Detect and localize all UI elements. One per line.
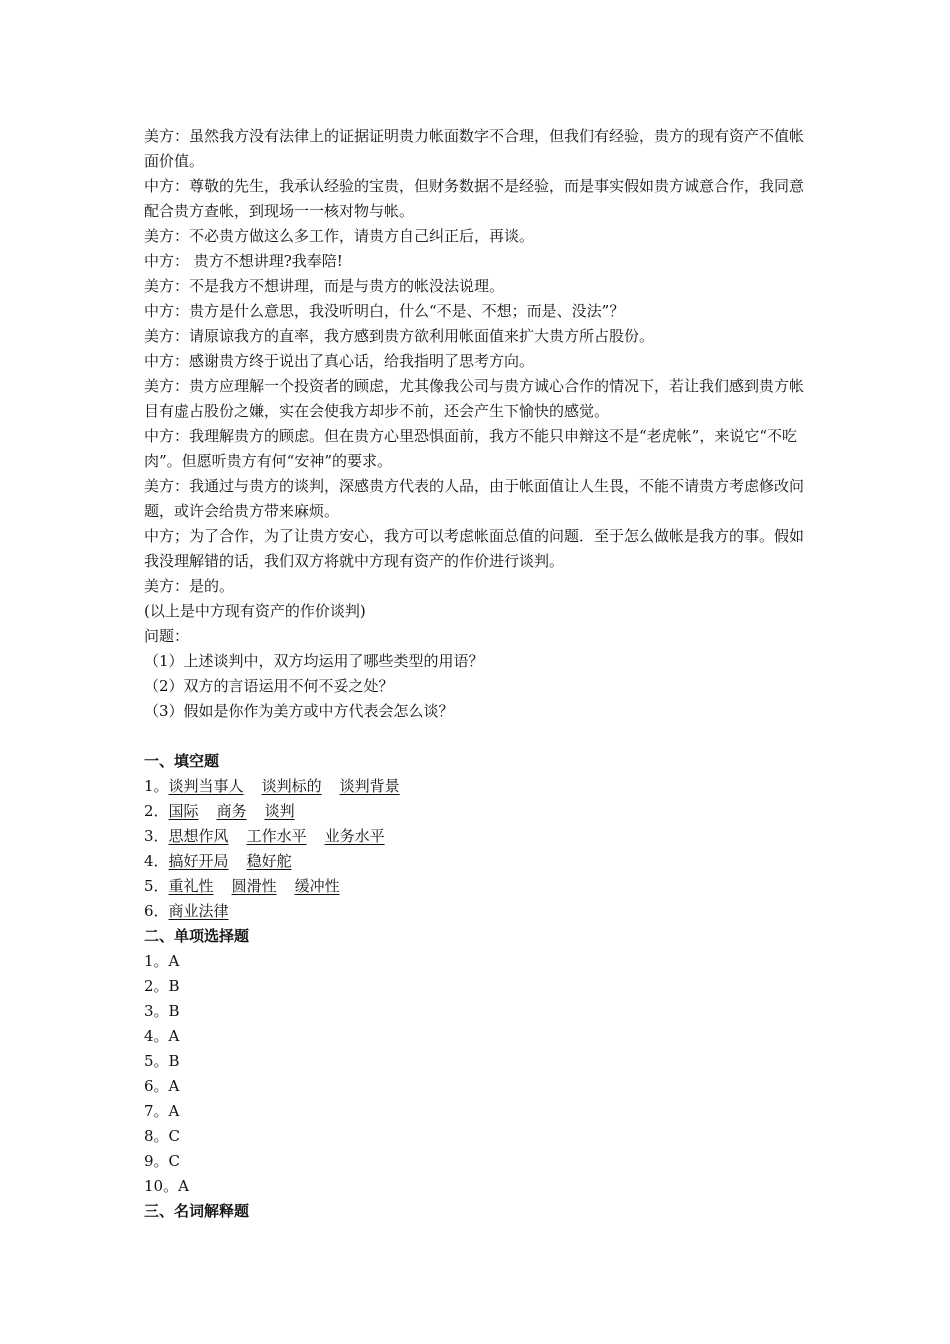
answer-blank: 重礼性 [168, 877, 214, 895]
dialogue-line: 美方：我通过与贵方的谈判，深感贵方代表的人品，由于帐面值让人生畏，不能不请贵方考虑修改问题，或许会给贵方带来麻烦。 [144, 477, 805, 520]
dialogue-line: 中方： 贵方不想讲理?我奉陪! [144, 252, 343, 270]
choice-answer: 8。C [144, 1127, 181, 1145]
fill-blank-answers [144, 774, 814, 924]
spacer [144, 724, 814, 749]
answer-blank: 思想作风 [168, 827, 229, 845]
choice-answer: 9。C [144, 1152, 181, 1170]
choice-answer: 2。B [144, 977, 180, 995]
dialogue-line: 美方：请原谅我方的直率，我方感到贵方欲利用帐面值来扩大贵方所占股份。 [144, 327, 655, 345]
answer-number: 3． [144, 827, 169, 845]
dialogue-line: 美方：贵方应理解一个投资者的顾虑，尤其像我公司与贵方诚心合作的情况下，若让我们感到贵方帐目有虚占股份之嫌，实在会使我方却步不前，还会产生下愉快的感觉。 [144, 377, 805, 420]
answer-blank: 缓冲性 [294, 877, 340, 895]
dialogue-line: 美方：虽然我方没有法律上的证据证明贵力帐面数字不合理，但我们有经验，贵方的现有资产不值帐面价值。 [144, 127, 805, 170]
answer-blank: 谈判标的 [261, 777, 322, 795]
question-item: （3）假如是你作为美方或中方代表会怎么谈？ [144, 702, 454, 720]
answer-row [144, 799, 814, 824]
answer-blank: 商业法律 [168, 902, 229, 920]
section-title-term-definition: 三、名词解释题 [144, 1202, 250, 1220]
section-title-single-choice: 二、单项选择题 [144, 927, 250, 945]
choice-answer: 10。A [144, 1177, 189, 1195]
answer-row [144, 874, 814, 899]
dialogue-line: 中方：贵方是什么意思，我没听明白，什么“不是、不想；而是、没法”？ [144, 302, 625, 320]
answer-blank: 圆滑性 [231, 877, 277, 895]
answer-number: 5． [144, 877, 169, 895]
dialogue-line: 美方：是的。 [144, 577, 235, 595]
choice-answer: 6。A [144, 1077, 180, 1095]
answer-number: 4． [144, 852, 169, 870]
answer-row [144, 774, 814, 799]
choice-answer: 3。B [144, 1002, 180, 1020]
answer-blank: 商务 [216, 802, 247, 820]
document-page [144, 124, 814, 1224]
dialogue-line: 中方：尊敬的先生，我承认经验的宝贵，但财务数据不是经验，而是事实假如贵方诚意合作，我同意配合贵方查帐，到现场一一核对物与帐。 [144, 177, 805, 220]
choice-answer: 7。A [144, 1102, 180, 1120]
question-item: （1）上述谈判中，双方均运用了哪些类型的用语？ [144, 652, 484, 670]
answer-blank: 谈判背景 [339, 777, 400, 795]
question-heading: 问题： [144, 627, 190, 645]
answer-blank: 工作水平 [246, 827, 307, 845]
choice-answer: 5。B [144, 1052, 180, 1070]
answer-blank: 谈判当事人 [168, 777, 244, 795]
dialogue-line: 美方：不是我方不想讲理，而是与贵方的帐没法说理。 [144, 277, 505, 295]
answer-number: 2． [144, 802, 169, 820]
answer-blank: 谈判 [264, 802, 295, 820]
answer-blank: 业务水平 [324, 827, 385, 845]
dialogue-line: 中方：我理解贵方的顾虑。但在贵方心里恐惧面前，我方不能只申辩这不是“老虎帐”，来说它“不吃肉”。但愿听贵方有何“安神”的要求。 [144, 427, 798, 470]
answer-blank: 国际 [168, 802, 199, 820]
choice-answer: 4。A [144, 1027, 180, 1045]
section-title-fill-blank: 一、填空题 [144, 752, 220, 770]
single-choice-answers [144, 949, 814, 1199]
choice-answer: 1。A [144, 952, 180, 970]
dialogue-line: 中方；为了合作，为了让贵方安心，我方可以考虑帐面总值的问题．至于怎么做帐是我方的事。假如我没理解错的话，我们双方将就中方现有资产的作价进行谈判。 [144, 527, 805, 570]
answer-row [144, 824, 814, 849]
note-line: (以上是中方现有资产的作价谈判) [144, 602, 366, 620]
dialogue-block [144, 124, 814, 724]
answer-number: 1。 [144, 777, 169, 795]
answer-blank: 搞好开局 [168, 852, 229, 870]
answer-row [144, 899, 814, 924]
dialogue-line: 中方：感谢贵方终于说出了真心话，给我指明了思考方向。 [144, 352, 535, 370]
answer-blank: 稳好舵 [246, 852, 292, 870]
answer-number: 6． [144, 902, 169, 920]
question-item: （2）双方的言语运用不何不妥之处？ [144, 677, 394, 695]
answer-row [144, 849, 814, 874]
dialogue-line: 美方：不必贵方做这么多工作，请贵方自己纠正后，再谈。 [144, 227, 535, 245]
